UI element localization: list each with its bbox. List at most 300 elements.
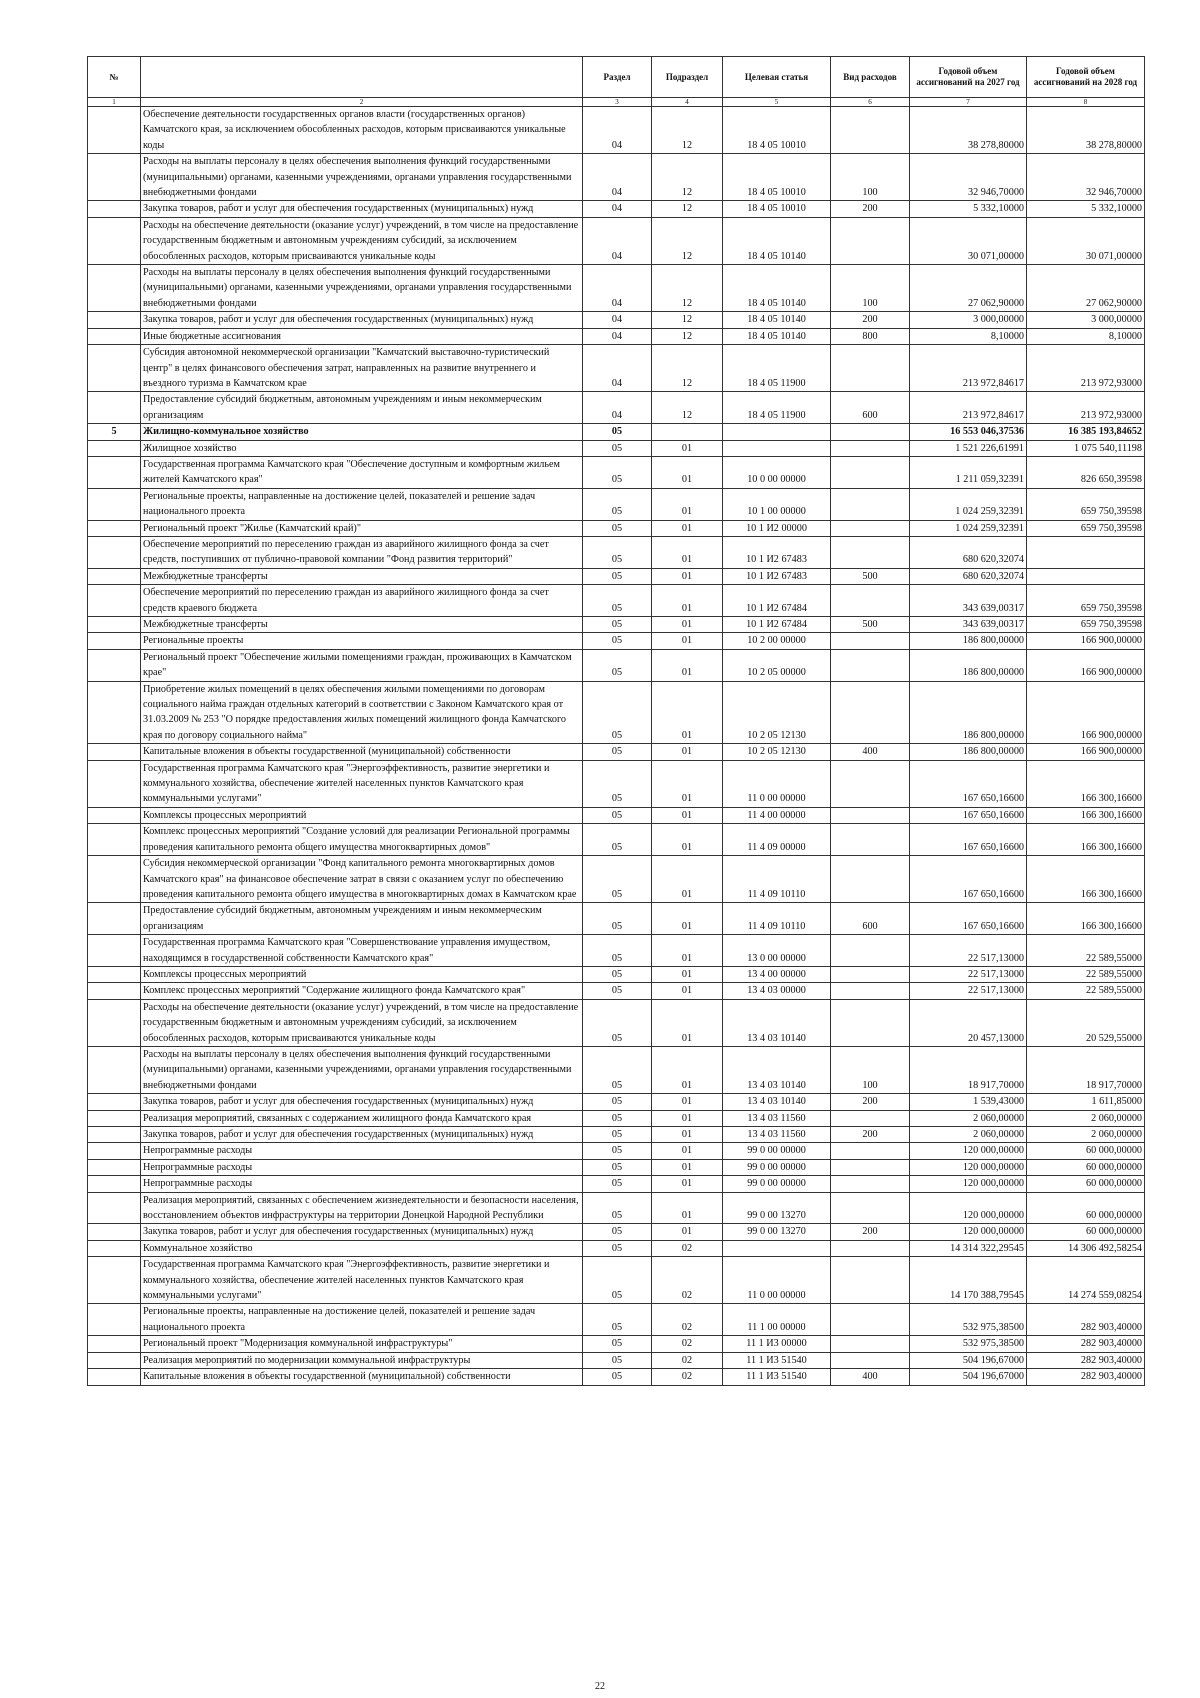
row-vid bbox=[831, 488, 910, 520]
row-amount-2027: 20 457,13000 bbox=[910, 999, 1027, 1046]
row-podrazdel: 12 bbox=[652, 201, 723, 217]
row-podrazdel: 01 bbox=[652, 617, 723, 633]
table-row bbox=[88, 983, 1145, 999]
row-podrazdel: 01 bbox=[652, 585, 723, 617]
row-razdel: 05 bbox=[583, 1352, 652, 1368]
row-razdel: 05 bbox=[583, 1192, 652, 1224]
row-razdel: 05 bbox=[583, 585, 652, 617]
header-2027: Годовой объем ассигнований на 2027 год bbox=[910, 57, 1027, 98]
row-razdel: 04 bbox=[583, 201, 652, 217]
row-razdel: 05 bbox=[583, 807, 652, 823]
row-amount-2027: 213 972,84617 bbox=[910, 345, 1027, 392]
row-num bbox=[88, 392, 141, 424]
row-target: 99 0 00 00000 bbox=[723, 1159, 831, 1175]
row-amount-2027: 213 972,84617 bbox=[910, 392, 1027, 424]
row-num bbox=[88, 1094, 141, 1110]
row-target: 18 4 05 10010 bbox=[723, 201, 831, 217]
row-amount-2027: 5 332,10000 bbox=[910, 201, 1027, 217]
table-row bbox=[88, 1304, 1145, 1336]
row-target: 13 0 00 00000 bbox=[723, 935, 831, 967]
row-num bbox=[88, 1336, 141, 1352]
row-target: 10 1 00 00000 bbox=[723, 488, 831, 520]
row-amount-2028: 3 000,00000 bbox=[1027, 312, 1145, 328]
row-vid bbox=[831, 999, 910, 1046]
row-name: Реализация мероприятий по модернизации коммунальной инфраструктуры bbox=[141, 1352, 583, 1368]
row-name: Приобретение жилых помещений в целях обеспечения жилыми помещениями по договорам социального найма граждан отдельных категорий в соответствии с Законом Камчатского края от 31.03.2009 № 253 "О порядке предоставления жилых помещений жилищного фонда Камчатского края по договору социального найма" bbox=[141, 681, 583, 744]
row-target: 18 4 05 10140 bbox=[723, 217, 831, 264]
row-name: Жилищное хозяйство bbox=[141, 440, 583, 456]
row-num bbox=[88, 633, 141, 649]
row-name: Иные бюджетные ассигнования bbox=[141, 328, 583, 344]
column-number: 6 bbox=[831, 98, 910, 107]
table-row bbox=[88, 807, 1145, 823]
row-razdel: 05 bbox=[583, 1369, 652, 1385]
row-target: 13 4 03 00000 bbox=[723, 983, 831, 999]
row-amount-2028: 166 900,00000 bbox=[1027, 744, 1145, 760]
row-num bbox=[88, 824, 141, 856]
row-target: 10 1 И2 67483 bbox=[723, 536, 831, 568]
row-amount-2027: 18 917,70000 bbox=[910, 1046, 1027, 1093]
table-body bbox=[88, 107, 1145, 1386]
row-num bbox=[88, 536, 141, 568]
row-num bbox=[88, 1046, 141, 1093]
row-name: Реализация мероприятий, связанных с обеспечением жизнедеятельности и безопасности населения, восстановлением объектов инфраструктуры на территории Донецкой Народной Республики bbox=[141, 1192, 583, 1224]
table-row bbox=[88, 1257, 1145, 1304]
row-vid bbox=[831, 1159, 910, 1175]
row-amount-2027: 504 196,67000 bbox=[910, 1369, 1027, 1385]
table-row bbox=[88, 633, 1145, 649]
row-vid bbox=[831, 585, 910, 617]
row-name: Комплексы процессных мероприятий bbox=[141, 807, 583, 823]
row-target: 18 4 05 11900 bbox=[723, 345, 831, 392]
row-amount-2027: 1 024 259,32391 bbox=[910, 520, 1027, 536]
row-razdel: 05 bbox=[583, 966, 652, 982]
row-vid: 200 bbox=[831, 1224, 910, 1240]
row-podrazdel: 01 bbox=[652, 983, 723, 999]
table-row bbox=[88, 999, 1145, 1046]
row-amount-2028: 166 300,16600 bbox=[1027, 856, 1145, 903]
row-target: 11 4 09 10110 bbox=[723, 903, 831, 935]
row-podrazdel: 01 bbox=[652, 856, 723, 903]
row-target: 18 4 05 11900 bbox=[723, 392, 831, 424]
row-amount-2027: 16 553 046,37536 bbox=[910, 424, 1027, 440]
table-row bbox=[88, 760, 1145, 807]
row-num bbox=[88, 201, 141, 217]
row-target: 99 0 00 00000 bbox=[723, 1143, 831, 1159]
row-podrazdel: 01 bbox=[652, 1046, 723, 1093]
table-row bbox=[88, 1369, 1145, 1385]
row-vid bbox=[831, 536, 910, 568]
row-name: Межбюджетные трансферты bbox=[141, 617, 583, 633]
row-vid: 500 bbox=[831, 568, 910, 584]
row-podrazdel: 01 bbox=[652, 1176, 723, 1192]
row-name: Предоставление субсидий бюджетным, автономным учреждениям и иным некоммерческим организациям bbox=[141, 392, 583, 424]
row-name: Субсидия автономной некоммерческой организации "Камчатский выставочно-туристический центр" в целях финансового обеспечения затрат, направленных на развитие внутреннего и въездного туризма в Камчатском крае bbox=[141, 345, 583, 392]
table-row bbox=[88, 903, 1145, 935]
row-amount-2027: 1 024 259,32391 bbox=[910, 488, 1027, 520]
row-razdel: 05 bbox=[583, 1257, 652, 1304]
row-podrazdel: 01 bbox=[652, 903, 723, 935]
row-amount-2027: 532 975,38500 bbox=[910, 1304, 1027, 1336]
row-podrazdel: 01 bbox=[652, 1110, 723, 1126]
row-podrazdel: 12 bbox=[652, 154, 723, 201]
row-razdel: 05 bbox=[583, 424, 652, 440]
row-num bbox=[88, 1224, 141, 1240]
row-name: Обеспечение мероприятий по переселению граждан из аварийного жилищного фонда за счет средств краевого бюджета bbox=[141, 585, 583, 617]
row-num bbox=[88, 345, 141, 392]
row-name: Комплекс процессных мероприятий "Содержание жилищного фонда Камчатского края" bbox=[141, 983, 583, 999]
row-amount-2027: 22 517,13000 bbox=[910, 935, 1027, 967]
row-amount-2028: 18 917,70000 bbox=[1027, 1046, 1145, 1093]
row-target: 11 0 00 00000 bbox=[723, 1257, 831, 1304]
row-target: 11 1 И3 51540 bbox=[723, 1369, 831, 1385]
row-razdel: 05 bbox=[583, 488, 652, 520]
row-num bbox=[88, 1159, 141, 1175]
row-vid: 600 bbox=[831, 903, 910, 935]
row-name: Закупка товаров, работ и услуг для обеспечения государственных (муниципальных) нужд bbox=[141, 1094, 583, 1110]
table-row bbox=[88, 681, 1145, 744]
row-num bbox=[88, 983, 141, 999]
row-amount-2027: 120 000,00000 bbox=[910, 1143, 1027, 1159]
row-name: Расходы на выплаты персоналу в целях обеспечения выполнения функций государственными (муниципальными) органами, казенными учреждениями, органами управления государственными внебюджетными фондами bbox=[141, 1046, 583, 1093]
table-row bbox=[88, 1192, 1145, 1224]
table-row bbox=[88, 424, 1145, 440]
row-amount-2027: 167 650,16600 bbox=[910, 856, 1027, 903]
row-name: Реализация мероприятий, связанных с содержанием жилищного фонда Камчатского края bbox=[141, 1110, 583, 1126]
row-num bbox=[88, 568, 141, 584]
row-num bbox=[88, 488, 141, 520]
table-row bbox=[88, 1143, 1145, 1159]
row-name: Государственная программа Камчатского края "Энергоэффективность, развитие энергетики и коммунального хозяйства, обеспечение жителей населенных пунктов Камчатского края коммунальными услугами" bbox=[141, 1257, 583, 1304]
row-podrazdel: 01 bbox=[652, 440, 723, 456]
row-amount-2027: 680 620,32074 bbox=[910, 568, 1027, 584]
row-razdel: 05 bbox=[583, 1127, 652, 1143]
row-podrazdel: 01 bbox=[652, 1159, 723, 1175]
row-amount-2028: 2 060,00000 bbox=[1027, 1127, 1145, 1143]
row-name: Предоставление субсидий бюджетным, автономным учреждениям и иным некоммерческим организациям bbox=[141, 903, 583, 935]
row-num bbox=[88, 265, 141, 312]
row-podrazdel: 01 bbox=[652, 568, 723, 584]
row-target: 11 1 И3 00000 bbox=[723, 1336, 831, 1352]
table-row bbox=[88, 536, 1145, 568]
row-amount-2028: 1 611,85000 bbox=[1027, 1094, 1145, 1110]
column-number-row bbox=[88, 98, 1145, 107]
row-amount-2028: 20 529,55000 bbox=[1027, 999, 1145, 1046]
row-podrazdel: 01 bbox=[652, 935, 723, 967]
row-target: 18 4 05 10010 bbox=[723, 154, 831, 201]
row-name: Жилищно-коммунальное хозяйство bbox=[141, 424, 583, 440]
row-amount-2027: 1 521 226,61991 bbox=[910, 440, 1027, 456]
row-num bbox=[88, 617, 141, 633]
row-num bbox=[88, 681, 141, 744]
row-name: Региональные проекты, направленные на достижение целей, показателей и решение задач национального проекта bbox=[141, 488, 583, 520]
row-razdel: 05 bbox=[583, 1176, 652, 1192]
row-podrazdel: 01 bbox=[652, 966, 723, 982]
row-vid bbox=[831, 424, 910, 440]
row-name: Непрограммные расходы bbox=[141, 1159, 583, 1175]
row-amount-2028: 60 000,00000 bbox=[1027, 1176, 1145, 1192]
table-row bbox=[88, 617, 1145, 633]
table-row bbox=[88, 520, 1145, 536]
column-number: 1 bbox=[88, 98, 141, 107]
row-podrazdel: 01 bbox=[652, 488, 723, 520]
row-vid: 800 bbox=[831, 328, 910, 344]
row-amount-2027: 167 650,16600 bbox=[910, 807, 1027, 823]
row-amount-2027: 2 060,00000 bbox=[910, 1110, 1027, 1126]
row-podrazdel: 01 bbox=[652, 824, 723, 856]
row-target: 10 2 05 12130 bbox=[723, 681, 831, 744]
row-name: Закупка товаров, работ и услуг для обеспечения государственных (муниципальных) нужд bbox=[141, 312, 583, 328]
row-amount-2028: 166 300,16600 bbox=[1027, 760, 1145, 807]
row-target: 11 1 00 00000 bbox=[723, 1304, 831, 1336]
table-row bbox=[88, 1240, 1145, 1256]
row-amount-2027: 120 000,00000 bbox=[910, 1159, 1027, 1175]
row-podrazdel: 12 bbox=[652, 328, 723, 344]
row-amount-2027: 186 800,00000 bbox=[910, 744, 1027, 760]
header-name bbox=[141, 57, 583, 98]
row-amount-2028: 166 300,16600 bbox=[1027, 824, 1145, 856]
row-amount-2027: 186 800,00000 bbox=[910, 633, 1027, 649]
row-razdel: 05 bbox=[583, 681, 652, 744]
row-amount-2027: 1 211 059,32391 bbox=[910, 456, 1027, 488]
row-razdel: 04 bbox=[583, 328, 652, 344]
row-name: Непрограммные расходы bbox=[141, 1143, 583, 1159]
row-razdel: 05 bbox=[583, 536, 652, 568]
row-amount-2028: 826 650,39598 bbox=[1027, 456, 1145, 488]
row-name: Закупка товаров, работ и услуг для обеспечения государственных (муниципальных) нужд bbox=[141, 201, 583, 217]
row-target: 10 1 И2 00000 bbox=[723, 520, 831, 536]
row-razdel: 04 bbox=[583, 265, 652, 312]
row-podrazdel: 01 bbox=[652, 760, 723, 807]
row-target: 18 4 05 10010 bbox=[723, 107, 831, 154]
row-target: 18 4 05 10140 bbox=[723, 328, 831, 344]
row-num bbox=[88, 217, 141, 264]
budget-table-sheet bbox=[87, 56, 1144, 1386]
row-num bbox=[88, 1110, 141, 1126]
row-name: Государственная программа Камчатского края "Совершенствование управления имуществом, находящимся в государственной собственности Камчатского края" bbox=[141, 935, 583, 967]
row-podrazdel: 12 bbox=[652, 265, 723, 312]
row-amount-2028: 8,10000 bbox=[1027, 328, 1145, 344]
row-num bbox=[88, 1352, 141, 1368]
table-row bbox=[88, 856, 1145, 903]
row-podrazdel: 02 bbox=[652, 1304, 723, 1336]
column-number: 2 bbox=[141, 98, 583, 107]
row-amount-2028: 166 300,16600 bbox=[1027, 903, 1145, 935]
row-target: 10 2 05 00000 bbox=[723, 649, 831, 681]
row-name: Расходы на обеспечение деятельности (оказание услуг) учреждений, в том числе на предоставление государственным бюджетным и автономным учреждениям субсидий, за исключением обособленных расходов, которым присваиваются уникальные коды bbox=[141, 217, 583, 264]
row-vid bbox=[831, 107, 910, 154]
row-razdel: 05 bbox=[583, 935, 652, 967]
table-row bbox=[88, 217, 1145, 264]
row-razdel: 05 bbox=[583, 903, 652, 935]
row-amount-2028: 60 000,00000 bbox=[1027, 1159, 1145, 1175]
table-row bbox=[88, 440, 1145, 456]
row-vid bbox=[831, 345, 910, 392]
row-name: Расходы на выплаты персоналу в целях обеспечения выполнения функций государственными (муниципальными) органами, казенными учреждениями, органами управления государственными внебюджетными фондами bbox=[141, 265, 583, 312]
row-name: Обеспечение мероприятий по переселению граждан из аварийного жилищного фонда за счет средств, поступивших от публично-правовой компании "Фонд развития территорий" bbox=[141, 536, 583, 568]
row-podrazdel: 01 bbox=[652, 1143, 723, 1159]
row-vid: 200 bbox=[831, 312, 910, 328]
row-amount-2028: 659 750,39598 bbox=[1027, 617, 1145, 633]
row-name: Государственная программа Камчатского края "Обеспечение доступным и комфортным жильем жителей Камчатского края" bbox=[141, 456, 583, 488]
row-vid bbox=[831, 1240, 910, 1256]
row-vid: 500 bbox=[831, 617, 910, 633]
row-target: 10 0 00 00000 bbox=[723, 456, 831, 488]
row-amount-2028: 30 071,00000 bbox=[1027, 217, 1145, 264]
row-amount-2028: 22 589,55000 bbox=[1027, 935, 1145, 967]
row-num bbox=[88, 1257, 141, 1304]
table-row bbox=[88, 456, 1145, 488]
row-name: Комплексы процессных мероприятий bbox=[141, 966, 583, 982]
table-row bbox=[88, 1094, 1145, 1110]
row-amount-2027: 186 800,00000 bbox=[910, 681, 1027, 744]
row-amount-2028 bbox=[1027, 568, 1145, 584]
row-target: 13 4 03 10140 bbox=[723, 1094, 831, 1110]
row-vid bbox=[831, 1352, 910, 1368]
row-podrazdel: 02 bbox=[652, 1352, 723, 1368]
row-amount-2028: 14 274 559,08254 bbox=[1027, 1257, 1145, 1304]
row-target: 10 1 И2 67484 bbox=[723, 617, 831, 633]
row-name: Обеспечение деятельности государственных органов власти (государственных органов) Камчатского края, за исключением обособленных расходов, которым присваиваются уникальные коды bbox=[141, 107, 583, 154]
row-name: Субсидия некоммерческой организации "Фонд капитального ремонта многоквартирных домов Камчатского края" на финансовое обеспечение затрат в связи с оказанием услуг по обеспечению проведения капитального ремонта общего имущества в многоквартирных домах в Камчатском крае bbox=[141, 856, 583, 903]
table-header-row bbox=[88, 57, 1145, 98]
row-amount-2028 bbox=[1027, 536, 1145, 568]
row-razdel: 04 bbox=[583, 392, 652, 424]
row-amount-2028: 16 385 193,84652 bbox=[1027, 424, 1145, 440]
row-vid bbox=[831, 456, 910, 488]
table-row bbox=[88, 154, 1145, 201]
row-razdel: 05 bbox=[583, 568, 652, 584]
row-razdel: 05 bbox=[583, 1304, 652, 1336]
row-amount-2027: 30 071,00000 bbox=[910, 217, 1027, 264]
table-row bbox=[88, 568, 1145, 584]
row-vid bbox=[831, 1110, 910, 1126]
row-amount-2027: 22 517,13000 bbox=[910, 983, 1027, 999]
table-row bbox=[88, 744, 1145, 760]
row-razdel: 05 bbox=[583, 456, 652, 488]
row-razdel: 04 bbox=[583, 312, 652, 328]
column-number: 7 bbox=[910, 98, 1027, 107]
row-target: 99 0 00 00000 bbox=[723, 1176, 831, 1192]
row-vid bbox=[831, 824, 910, 856]
table-row bbox=[88, 312, 1145, 328]
table-row bbox=[88, 1224, 1145, 1240]
row-razdel: 05 bbox=[583, 1224, 652, 1240]
row-amount-2028: 166 300,16600 bbox=[1027, 807, 1145, 823]
row-amount-2028: 282 903,40000 bbox=[1027, 1369, 1145, 1385]
table-row bbox=[88, 328, 1145, 344]
row-razdel: 05 bbox=[583, 1046, 652, 1093]
row-amount-2027: 38 278,80000 bbox=[910, 107, 1027, 154]
table-row bbox=[88, 107, 1145, 154]
row-razdel: 04 bbox=[583, 154, 652, 201]
row-vid bbox=[831, 217, 910, 264]
row-vid: 400 bbox=[831, 744, 910, 760]
row-amount-2028: 659 750,39598 bbox=[1027, 520, 1145, 536]
row-amount-2028: 282 903,40000 bbox=[1027, 1304, 1145, 1336]
row-name: Закупка товаров, работ и услуг для обеспечения государственных (муниципальных) нужд bbox=[141, 1224, 583, 1240]
row-amount-2028: 14 306 492,58254 bbox=[1027, 1240, 1145, 1256]
row-num bbox=[88, 520, 141, 536]
row-num bbox=[88, 1240, 141, 1256]
row-amount-2027: 120 000,00000 bbox=[910, 1192, 1027, 1224]
row-num bbox=[88, 1127, 141, 1143]
row-amount-2028: 27 062,90000 bbox=[1027, 265, 1145, 312]
row-target: 10 1 И2 67484 bbox=[723, 585, 831, 617]
row-razdel: 05 bbox=[583, 1336, 652, 1352]
header-2028: Годовой объем ассигнований на 2028 год bbox=[1027, 57, 1145, 98]
row-vid: 100 bbox=[831, 154, 910, 201]
row-num bbox=[88, 903, 141, 935]
row-target: 13 4 03 11560 bbox=[723, 1127, 831, 1143]
row-target: 99 0 00 13270 bbox=[723, 1224, 831, 1240]
row-podrazdel bbox=[652, 424, 723, 440]
row-vid bbox=[831, 1336, 910, 1352]
row-num bbox=[88, 154, 141, 201]
header-podrazdel: Подраздел bbox=[652, 57, 723, 98]
row-amount-2027: 167 650,16600 bbox=[910, 824, 1027, 856]
row-vid bbox=[831, 760, 910, 807]
table-row bbox=[88, 1336, 1145, 1352]
row-amount-2027: 14 314 322,29545 bbox=[910, 1240, 1027, 1256]
row-podrazdel: 01 bbox=[652, 807, 723, 823]
row-num bbox=[88, 1143, 141, 1159]
row-vid: 200 bbox=[831, 1127, 910, 1143]
row-amount-2027: 2 060,00000 bbox=[910, 1127, 1027, 1143]
row-vid bbox=[831, 633, 910, 649]
row-podrazdel: 01 bbox=[652, 536, 723, 568]
row-target: 18 4 05 10140 bbox=[723, 312, 831, 328]
row-podrazdel: 01 bbox=[652, 1127, 723, 1143]
row-amount-2028: 213 972,93000 bbox=[1027, 345, 1145, 392]
column-number: 4 bbox=[652, 98, 723, 107]
row-num bbox=[88, 312, 141, 328]
row-vid: 400 bbox=[831, 1369, 910, 1385]
row-vid bbox=[831, 983, 910, 999]
table-row bbox=[88, 649, 1145, 681]
row-amount-2028: 32 946,70000 bbox=[1027, 154, 1145, 201]
row-podrazdel: 02 bbox=[652, 1257, 723, 1304]
row-amount-2028: 60 000,00000 bbox=[1027, 1192, 1145, 1224]
row-razdel: 05 bbox=[583, 440, 652, 456]
row-vid bbox=[831, 440, 910, 456]
row-target: 13 4 03 10140 bbox=[723, 999, 831, 1046]
row-podrazdel: 12 bbox=[652, 217, 723, 264]
row-razdel: 05 bbox=[583, 1143, 652, 1159]
row-podrazdel: 12 bbox=[652, 345, 723, 392]
column-number: 5 bbox=[723, 98, 831, 107]
row-podrazdel: 01 bbox=[652, 633, 723, 649]
row-razdel: 05 bbox=[583, 633, 652, 649]
row-razdel: 05 bbox=[583, 983, 652, 999]
row-target: 13 4 03 10140 bbox=[723, 1046, 831, 1093]
row-amount-2027: 3 000,00000 bbox=[910, 312, 1027, 328]
row-num bbox=[88, 935, 141, 967]
row-podrazdel: 01 bbox=[652, 744, 723, 760]
row-amount-2027: 167 650,16600 bbox=[910, 760, 1027, 807]
row-vid: 600 bbox=[831, 392, 910, 424]
table-row bbox=[88, 966, 1145, 982]
row-vid bbox=[831, 1257, 910, 1304]
table-row bbox=[88, 265, 1145, 312]
row-amount-2027: 32 946,70000 bbox=[910, 154, 1027, 201]
row-vid bbox=[831, 681, 910, 744]
row-razdel: 05 bbox=[583, 617, 652, 633]
row-podrazdel: 02 bbox=[652, 1240, 723, 1256]
row-amount-2027: 27 062,90000 bbox=[910, 265, 1027, 312]
table-row bbox=[88, 1176, 1145, 1192]
row-amount-2028: 2 060,00000 bbox=[1027, 1110, 1145, 1126]
